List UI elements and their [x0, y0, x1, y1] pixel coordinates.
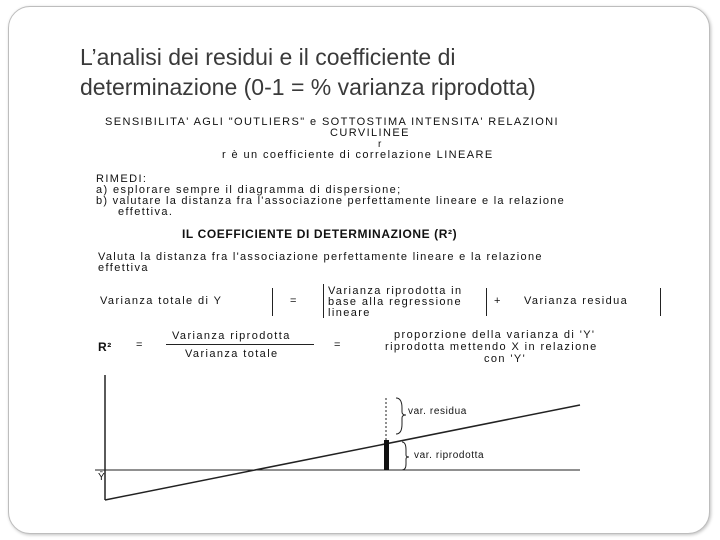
eq1-mid-line-2: base alla regressione [328, 296, 462, 308]
plot-label-riprodotta: var. riprodotta [414, 450, 485, 461]
eq1-equals: = [290, 295, 298, 307]
eq1-mid-line-1: Varianza riprodotta in [328, 285, 463, 297]
eq1-left: Varianza totale di Y [100, 295, 223, 307]
slide-title-line-2: determinazione (0-1 = % varianza riprodotta) [80, 74, 536, 100]
plot-residual-brace [396, 398, 406, 434]
plot-explained-brace [402, 442, 409, 470]
heading-line-1: SENSIBILITA' AGLI "OUTLIERS" e SOTTOSTIMA INTENSITA' RELAZIONI [105, 116, 559, 128]
heading-line-2: CURVILINEE [330, 127, 410, 139]
r2-label: R² [98, 340, 112, 354]
fraction-numerator: Varianza riprodotta [172, 330, 291, 342]
proportion-line-1: proporzione della varianza di 'Y' [394, 329, 596, 341]
proportion-line-2: riprodotta mettendo X in relazione [385, 341, 598, 353]
plot-explained-segment [384, 440, 389, 470]
proportion-line-3: con 'Y' [484, 353, 527, 365]
plot-label-residua: var. residua [408, 406, 467, 417]
eq1-right: Varianza residua [524, 295, 629, 307]
eq2-equals-1: = [136, 339, 144, 351]
remedies-title: RIMEDI: [96, 173, 148, 185]
plot-regression-line [105, 405, 580, 500]
description-line-1: Valuta la distanza fra l'associazione perfettamente lineare e la relazione [98, 251, 543, 263]
eq1-mid-line-3: lineare [328, 307, 371, 319]
remedy-b-line-1: b) valutare la distanza fra l'associazione perfettamente lineare e la relazione [96, 195, 565, 207]
fraction-denominator: Varianza totale [185, 348, 279, 360]
eq1-plus: + [494, 295, 502, 307]
remedy-b-line-2: effettiva. [118, 206, 174, 218]
remedy-a: a) esplorare sempre il diagramma di dispersione; [96, 184, 402, 196]
description-line-2: effettiva [98, 262, 149, 274]
plot-label-ymean: Ȳ [98, 472, 106, 483]
heading-line-4: r è un coefficiente di correlazione LINEARE [222, 149, 494, 161]
slide-title-line-1: L’analisi dei residui e il coefficiente di [80, 44, 456, 70]
heading-line-3: r [378, 139, 382, 150]
eq2-equals-2: = [334, 339, 342, 351]
coefficient-title: IL COEFFICIENTE DI DETERMINAZIONE (R²) [182, 227, 458, 241]
